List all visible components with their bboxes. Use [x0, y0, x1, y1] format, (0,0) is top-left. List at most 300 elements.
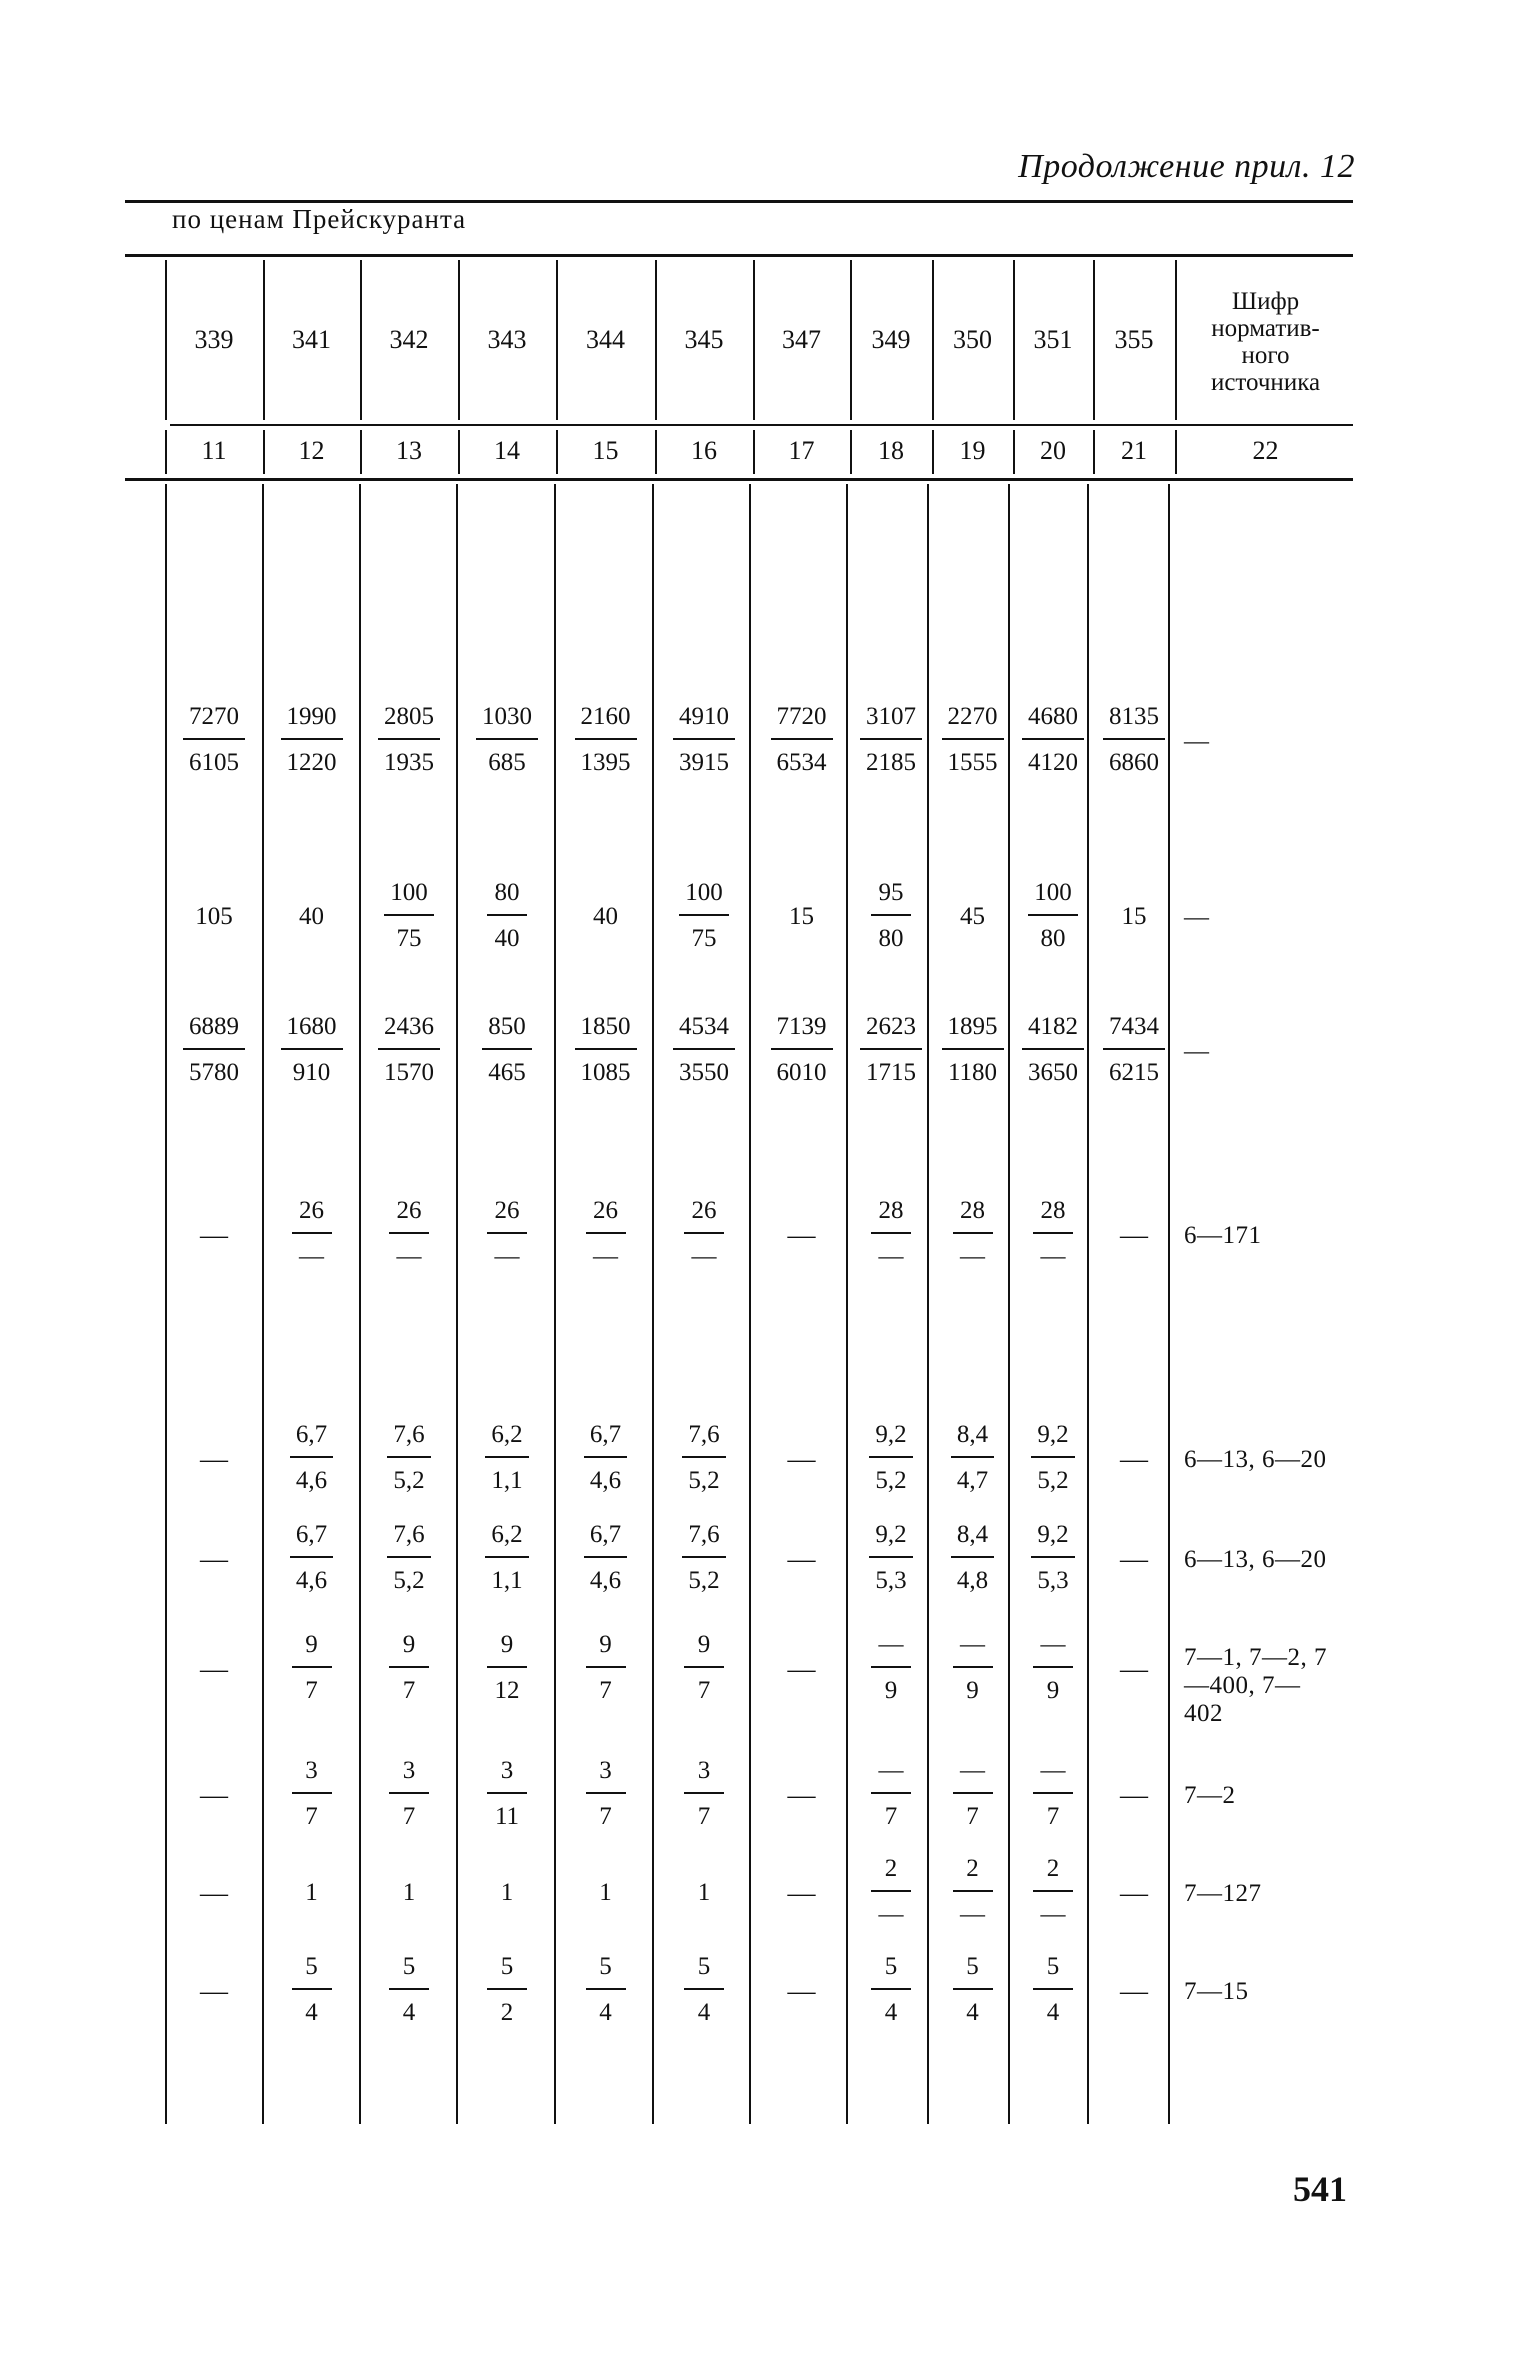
header-column-rule: [263, 260, 265, 420]
fraction: [684, 1954, 724, 2026]
fraction: [871, 1758, 911, 1830]
fraction-numerator: 9,2: [875, 1521, 907, 1548]
column-number: 20: [1040, 436, 1066, 465]
price-column-header: 344: [586, 325, 625, 354]
fraction-numerator: 1990: [286, 703, 337, 730]
price-column-header: 347: [782, 325, 821, 354]
table-cell: [556, 1954, 656, 2026]
fraction-numerator: 5: [599, 1953, 612, 1980]
fraction-denominator: 4: [305, 1999, 318, 2026]
dash-value: —: [1120, 1220, 1148, 1251]
column-number: 17: [788, 436, 815, 465]
fraction-numerator: 4680: [1028, 703, 1078, 730]
single-value: 1: [500, 1879, 514, 1906]
table-cell: [164, 1978, 264, 2006]
fraction: [378, 704, 440, 776]
fraction-numerator: 5: [697, 1953, 711, 1980]
fraction-numerator: 95: [878, 879, 904, 906]
fraction-bar: [673, 1048, 735, 1050]
fraction-denominator: 7: [305, 1803, 318, 1830]
fraction-denominator: —: [299, 1243, 324, 1270]
fraction: [389, 1954, 429, 2026]
column-number: 11: [201, 436, 227, 465]
single-value: 15: [789, 903, 814, 930]
fraction-denominator: —: [878, 1901, 904, 1928]
table-cell: [457, 704, 557, 776]
table-cell: [1084, 704, 1184, 776]
fraction-numerator: 3107: [866, 703, 916, 730]
fraction: [942, 1014, 1004, 1086]
table-cell: [359, 1522, 459, 1594]
header-top-rule: [125, 254, 1353, 257]
table-cell: [654, 880, 754, 952]
fraction-numerator: —: [878, 1631, 904, 1658]
dash-value: —: [200, 1780, 228, 1811]
source-code: 6—13, 6—20: [1184, 1546, 1327, 1573]
fraction-bar: [1033, 1666, 1073, 1668]
table-cell: [654, 1632, 754, 1704]
fraction-bar: [183, 1048, 245, 1050]
dash-value: —: [787, 1654, 816, 1685]
fraction: [586, 1198, 626, 1270]
fraction: [586, 1758, 626, 1830]
fraction-numerator: 100: [685, 879, 723, 906]
source-code: —: [1184, 904, 1210, 931]
fraction-numerator: 3: [500, 1757, 514, 1784]
header-mid-rule: [170, 424, 1353, 426]
fraction-bar: [586, 1232, 626, 1234]
single-value: 15: [1121, 903, 1147, 930]
fraction-bar: [281, 738, 343, 740]
fraction-denominator: 5,2: [393, 1467, 425, 1494]
table-cell: [752, 1978, 852, 2006]
fraction-bar: [771, 738, 833, 740]
single-value: 40: [593, 903, 618, 930]
table-cell: [457, 1632, 557, 1704]
source-column-number: 22: [1252, 436, 1279, 465]
fraction-bar: [378, 1048, 440, 1050]
table-cell: [359, 880, 459, 952]
column-number: 16: [691, 436, 717, 465]
fraction-denominator: 4: [966, 1999, 979, 2026]
fraction: [1033, 1856, 1073, 1928]
single-value: 1: [599, 1879, 612, 1906]
header-column-rule: [556, 430, 558, 474]
fraction-denominator: 5,3: [1037, 1567, 1069, 1594]
header-column-rule: [655, 430, 657, 474]
single-value: 105: [195, 903, 233, 930]
dash-value: —: [787, 1444, 816, 1475]
fraction: [1103, 1014, 1165, 1086]
fraction-denominator: 1180: [947, 1059, 998, 1086]
fraction-bar: [1031, 1456, 1074, 1458]
price-column-header: 349: [871, 325, 911, 354]
fraction-numerator: 3: [599, 1757, 612, 1784]
fraction: [1033, 1198, 1073, 1270]
fraction: [682, 1522, 725, 1594]
fraction-denominator: 5,2: [393, 1567, 425, 1594]
dash-value: —: [200, 1544, 228, 1575]
fraction-bar: [1103, 738, 1165, 740]
fraction-numerator: 28: [1040, 1197, 1066, 1224]
fraction-bar: [384, 914, 434, 916]
fraction-numerator: 7139: [776, 1013, 827, 1040]
source-code: 6—171: [1184, 1222, 1262, 1249]
table-cell: [164, 904, 264, 929]
table-cell: [262, 1522, 362, 1594]
fraction-denominator: 1395: [580, 749, 631, 776]
fraction: [487, 1632, 527, 1704]
header-column-rule: [360, 260, 362, 420]
fraction-bar: [485, 1556, 528, 1558]
fraction: [871, 1198, 911, 1270]
table-cell: [262, 1422, 362, 1494]
source-header-line: ного: [1241, 342, 1290, 369]
price-column-header: 355: [1114, 325, 1154, 354]
fraction-numerator: —: [960, 1631, 985, 1658]
table-cell: [752, 904, 852, 929]
fraction: [290, 1522, 333, 1594]
fraction-numerator: —: [878, 1757, 904, 1784]
table-cell: [164, 1782, 264, 1810]
fraction-denominator: 1220: [286, 749, 337, 776]
dash-value: —: [787, 1220, 816, 1251]
dash-value: —: [1120, 1544, 1148, 1575]
fraction-bar: [1103, 1048, 1165, 1050]
table-cell: [556, 1758, 656, 1830]
fraction-bar: [584, 1456, 627, 1458]
dash-value: —: [787, 1544, 816, 1575]
table-cell: [556, 1522, 656, 1594]
fraction: [871, 1632, 911, 1704]
fraction-numerator: 2: [884, 1855, 898, 1882]
fraction-bar: [871, 1792, 911, 1794]
fraction: [487, 880, 527, 952]
fraction: [771, 704, 833, 776]
fraction-numerator: 7434: [1109, 1013, 1159, 1040]
fraction-denominator: 4,6: [295, 1567, 328, 1594]
fraction-denominator: 4,6: [589, 1467, 622, 1494]
fraction-numerator: 7,6: [688, 1421, 720, 1448]
fraction-denominator: 3550: [679, 1059, 729, 1086]
fraction-denominator: —: [960, 1243, 985, 1270]
column-number: 13: [396, 436, 422, 465]
fraction-numerator: 9: [697, 1631, 711, 1658]
single-value: 40: [299, 903, 324, 930]
table-cell: [752, 1656, 852, 1684]
table-cell: [556, 1198, 656, 1270]
fraction-denominator: 80: [1040, 925, 1066, 952]
fraction-bar: [1033, 1232, 1073, 1234]
header-column-rule: [165, 260, 167, 420]
fraction-denominator: 4,6: [295, 1467, 328, 1494]
column-number: 19: [959, 436, 986, 465]
fraction: [183, 704, 245, 776]
fraction-bar: [292, 1232, 332, 1234]
table-cell: [164, 1222, 264, 1250]
fraction-denominator: —: [878, 1243, 904, 1270]
fraction-numerator: 9,2: [1037, 1421, 1069, 1448]
fraction: [673, 1014, 735, 1086]
fraction: [389, 1198, 429, 1270]
table-cell: [359, 1422, 459, 1494]
fraction-numerator: 4182: [1028, 1013, 1078, 1040]
fraction-numerator: 4910: [679, 703, 729, 730]
fraction-bar: [1022, 1048, 1084, 1050]
fraction-denominator: 12: [494, 1677, 520, 1704]
fraction-bar: [575, 1048, 637, 1050]
table-cell: [752, 1546, 852, 1574]
fraction-numerator: 1895: [947, 1013, 998, 1040]
fraction-numerator: —: [960, 1757, 985, 1784]
fraction-bar: [860, 738, 922, 740]
fraction: [771, 1014, 833, 1086]
fraction-bar: [290, 1456, 333, 1458]
fraction-denominator: 4,8: [956, 1567, 989, 1594]
fraction-bar: [953, 1232, 993, 1234]
source-code: 6—13, 6—20: [1184, 1446, 1327, 1473]
fraction-numerator: 8135: [1109, 703, 1159, 730]
table-cell: [1084, 1014, 1184, 1086]
fraction: [1031, 1522, 1074, 1594]
table-cell: [1084, 1656, 1184, 1684]
fraction-bar: [684, 1792, 724, 1794]
fraction-denominator: 5,2: [1037, 1467, 1069, 1494]
fraction: [292, 1632, 332, 1704]
fraction-bar: [482, 1048, 532, 1050]
fraction: [1033, 1758, 1073, 1830]
fraction-denominator: 4: [697, 1999, 711, 2026]
fraction-bar: [682, 1556, 725, 1558]
fraction-numerator: 2270: [947, 703, 998, 730]
fraction: [292, 1758, 332, 1830]
fraction-denominator: 40: [494, 925, 520, 952]
table-cell: [262, 904, 362, 929]
fraction-bar: [871, 1232, 911, 1234]
fraction: [485, 1522, 528, 1594]
table-cell: [262, 1758, 362, 1830]
fraction-denominator: 1935: [384, 749, 434, 776]
header-column-rule: [360, 430, 362, 474]
fraction-bar: [684, 1232, 724, 1234]
header-column-rule: [458, 430, 460, 474]
fraction-numerator: —: [1040, 1757, 1066, 1784]
fraction-bar: [953, 1988, 993, 1990]
dash-value: —: [200, 1654, 228, 1685]
table-cell: [359, 1758, 459, 1830]
source-code: —: [1184, 1038, 1210, 1065]
fraction-numerator: 5: [500, 1953, 514, 1980]
fraction-denominator: 4120: [1028, 749, 1078, 776]
fraction-denominator: 4: [599, 1999, 612, 2026]
fraction-bar: [487, 1792, 527, 1794]
fraction-numerator: 8,4: [956, 1421, 989, 1448]
fraction-numerator: 9,2: [1037, 1521, 1069, 1548]
fraction-denominator: 1555: [947, 749, 998, 776]
table-cell: [1084, 1546, 1184, 1574]
fraction-bar: [476, 738, 538, 740]
fraction: [953, 1198, 993, 1270]
fraction-bar: [679, 914, 729, 916]
single-value: 1: [305, 1879, 318, 1906]
fraction-numerator: 6,7: [295, 1421, 328, 1448]
fraction-bar: [487, 1988, 527, 1990]
fraction-bar: [586, 1988, 626, 1990]
fraction-denominator: 910: [292, 1059, 331, 1086]
fraction-bar: [292, 1988, 332, 1990]
fraction: [292, 1954, 332, 2026]
table-cell: [262, 1632, 362, 1704]
fraction-numerator: 2623: [866, 1013, 916, 1040]
fraction-numerator: 5: [966, 1953, 979, 1980]
fraction: [1033, 1632, 1073, 1704]
fraction-bar: [871, 1666, 911, 1668]
source-header-line: норматив-: [1211, 315, 1320, 342]
table-cell: [359, 1954, 459, 2026]
fraction-numerator: 9: [402, 1631, 416, 1658]
header-column-rule: [458, 260, 460, 420]
table-cell: [262, 1954, 362, 2026]
fraction-numerator: 3: [305, 1757, 318, 1784]
fraction-bar: [387, 1556, 430, 1558]
table-cell: [1084, 1782, 1184, 1810]
fraction-numerator: 26: [494, 1197, 520, 1224]
fraction: [384, 880, 434, 952]
table-cell: [359, 1632, 459, 1704]
table-cell: [164, 1656, 264, 1684]
fraction-numerator: 9: [305, 1631, 318, 1658]
fraction: [1103, 704, 1165, 776]
fraction-numerator: 28: [960, 1197, 985, 1224]
table-cell: [164, 1014, 264, 1086]
fraction: [586, 1632, 626, 1704]
fraction-bar: [389, 1988, 429, 1990]
fraction-bar: [684, 1988, 724, 1990]
fraction-bar: [1033, 1890, 1073, 1892]
table-cell: [556, 1632, 656, 1704]
fraction-bar: [771, 1048, 833, 1050]
table-cell: [654, 1758, 754, 1830]
fraction-denominator: 6860: [1109, 749, 1159, 776]
fraction-bar: [378, 738, 440, 740]
fraction-numerator: 80: [494, 879, 520, 906]
fraction-bar: [389, 1666, 429, 1668]
fraction-bar: [682, 1456, 725, 1458]
source-code: 7—15: [1184, 1978, 1249, 2005]
table-cell: [556, 1880, 656, 1905]
fraction: [183, 1014, 245, 1086]
table-cell: [164, 704, 264, 776]
fraction-numerator: 6,7: [295, 1521, 328, 1548]
table-cell: [359, 1014, 459, 1086]
fraction-bar: [389, 1792, 429, 1794]
column-number: 14: [494, 436, 520, 465]
page-number: 541: [1293, 2169, 1347, 2209]
table-cell: [1084, 1446, 1184, 1474]
header-column-rule: [655, 260, 657, 420]
fraction-denominator: 7: [697, 1803, 711, 1830]
fraction: [482, 1014, 532, 1086]
header-column-rule: [753, 430, 755, 474]
dash-value: —: [1120, 1780, 1148, 1811]
fraction-bar: [942, 1048, 1004, 1050]
fraction-bar: [1033, 1988, 1073, 1990]
fraction-numerator: 26: [396, 1197, 422, 1224]
fraction: [281, 1014, 343, 1086]
fraction-denominator: 80: [878, 925, 904, 952]
fraction-bar: [584, 1556, 627, 1558]
fraction-denominator: 5,2: [688, 1567, 720, 1594]
fraction-numerator: 5: [1046, 1953, 1060, 1980]
fraction-numerator: 100: [390, 879, 428, 906]
fraction: [281, 704, 343, 776]
table-cell: [457, 880, 557, 952]
fraction-bar: [942, 738, 1004, 740]
fraction-denominator: 3915: [679, 749, 729, 776]
header-column-rule: [753, 260, 755, 420]
fraction-denominator: 1,1: [491, 1567, 523, 1594]
fraction-bar: [387, 1456, 430, 1458]
price-column-header: 350: [953, 325, 992, 354]
table-cell: [1084, 1978, 1184, 2006]
fraction-bar: [487, 914, 527, 916]
fraction-denominator: —: [1040, 1243, 1066, 1270]
fraction-denominator: 11: [494, 1803, 520, 1830]
fraction: [387, 1522, 430, 1594]
header-column-rule: [165, 430, 167, 474]
fraction-bar: [487, 1666, 527, 1668]
fraction-numerator: 5: [402, 1953, 416, 1980]
fraction-denominator: 9: [884, 1677, 898, 1704]
fraction-bar: [871, 1890, 911, 1892]
price-column-header: 343: [487, 325, 527, 354]
table-cell: [654, 704, 754, 776]
fraction: [942, 704, 1004, 776]
table-cell: [359, 1880, 459, 1905]
fraction: [389, 1632, 429, 1704]
table-cell: [164, 1880, 264, 1908]
fraction: [292, 1198, 332, 1270]
table-cell: [654, 1422, 754, 1494]
fraction: [682, 1422, 725, 1494]
fraction-denominator: 4: [884, 1999, 898, 2026]
fraction-numerator: —: [1040, 1631, 1066, 1658]
fraction-denominator: 6215: [1109, 1059, 1159, 1086]
dash-value: —: [787, 1878, 816, 1909]
fraction: [584, 1422, 627, 1494]
header-bottom-rule: [125, 478, 1353, 481]
source-code: 7—2: [1184, 1782, 1236, 1809]
fraction-bar: [871, 1988, 911, 1990]
fraction-numerator: 5: [305, 1953, 318, 1980]
table-cell: [556, 704, 656, 776]
table-cell: [457, 1198, 557, 1270]
fraction: [953, 1758, 993, 1830]
fraction: [869, 1522, 912, 1594]
fraction: [953, 1856, 993, 1928]
source-code: 7—127: [1184, 1880, 1262, 1907]
fraction-bar: [1031, 1556, 1074, 1558]
price-column-header: 339: [194, 325, 234, 354]
fraction: [871, 1856, 911, 1928]
fraction-bar: [389, 1232, 429, 1234]
table-cell: [359, 1198, 459, 1270]
fraction: [485, 1422, 528, 1494]
dash-value: —: [200, 1976, 228, 2007]
fraction: [684, 1198, 724, 1270]
fraction: [476, 704, 538, 776]
fraction: [487, 1954, 527, 2026]
